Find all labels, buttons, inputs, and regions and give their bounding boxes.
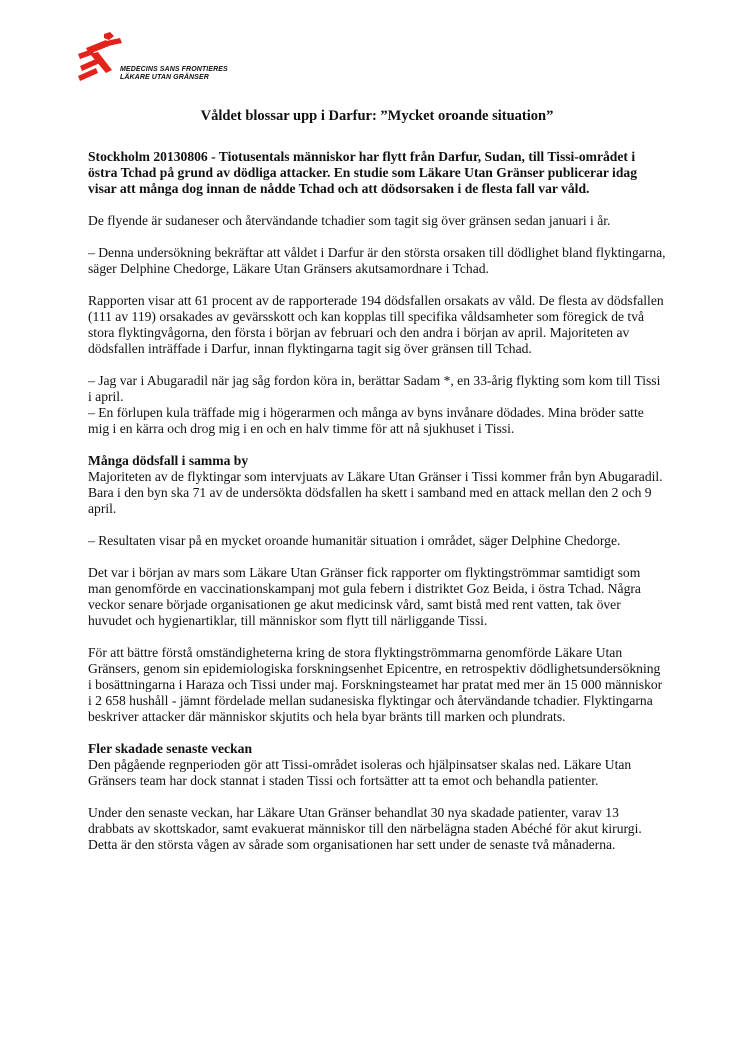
running-man-logo-icon	[76, 32, 124, 82]
paragraph: Rapporten visar att 61 procent av de rapporterade 194 dödsfallen orsakats av våld. De flesta av dödsfallen (111 av 119) orsakades av gevärsskott och kan kopplas till specifika våldsamheter som föregick de två stora flyktingvågorna, den första i början av februari och den andra i början av april. Majoriteten av dödsfallen inträffade i Darfur, innan flyktingarna tagit sig över gränsen till Tchad.	[88, 293, 664, 356]
msf-logo	[76, 32, 256, 88]
logo-line-2: LÄKARE UTAN GRÄNSER	[120, 74, 209, 81]
paragraph: – Denna undersökning bekräftar att våldet i Darfur är den största orsaken till dödlighet bland flyktingarna, säger Delphine Chedorge, Läkare Utan Gränsers akutsamordnare i Tchad.	[88, 245, 666, 276]
paragraph: – Resultaten visar på en mycket oroande humanitär situation i området, säger Delphine Chedorge.	[88, 533, 621, 548]
page-title: Våldet blossar upp i Darfur: ”Mycket oroande situation”	[200, 108, 554, 124]
quote-line: – Jag var i Abugaradil när jag såg fordon köra in, berättar Sadam *, en 33-årig flykting som kom till Tissi i april.	[88, 373, 661, 404]
paragraph: Majoriteten av de flyktingar som intervjuats av Läkare Utan Gränser i Tissi kommer från byn Abugaradil. Bara i den byn ska 71 av de undersökta dödsfallen ha skett i samband med en attack mellan den 2 och 9 april.	[88, 469, 663, 516]
section-block	[88, 453, 666, 517]
paragraph: De flyende är sudaneser och återvändande tchadier som tagit sig över gränsen sedan januari i år.	[88, 213, 611, 228]
quote-line: – En förlupen kula träffade mig i högerarmen och många av byns invånare dödades. Mina bröder satte mig i en kärra och drog mig i en och en halv timme för att nå sjukhuset i Tissi.	[88, 405, 644, 436]
paragraph: För att bättre förstå omständigheterna kring de stora flyktingströmmarna genomförde Läkare Utan Gränsers, genom sin epidemiologiska forskningsenhet Epicentre, en retrospektiv dödlighetsundersökning i bosättningarna i Haraza och Tissi under maj. Forskningsteamet har pratat med mer än 15 000 människor i 2 658 hushåll - jämnt fördelade mellan sudanesiska flyktingar och återvändande tchadier. Flyktingarna beskriver attacker där människor skjutits och hela byar bränts till marken och plundrats.	[88, 645, 663, 724]
logo-line-1: MEDECINS SANS FRONTIERES	[120, 66, 228, 73]
press-release	[88, 108, 666, 869]
quote-block	[88, 373, 666, 437]
paragraph: Under den senaste veckan, har Läkare Utan Gränser behandlat 30 nya skadade patienter, varav 13 drabbats av skottskador, samt evakuerat människor till den närbelägna staden Abéché för akut kirurgi. Detta är den största vågen av sårade som organisationen har sett under de senaste två månaderna.	[88, 805, 642, 852]
section-block	[88, 741, 666, 789]
subheading: Fler skadade senaste veckan	[88, 741, 253, 756]
paragraph: Det var i början av mars som Läkare Utan Gränser fick rapporter om flyktingströmmar samtidigt som man genomförde en vaccinationskampanj mot gula febern i distriktet Goz Beida, i östra Tchad. Några veckor senare började organisationen ge akut medicinsk vård, samt bistå med rent vatten, tak över huvudet och hygienartiklar, till människor som flytt till närliggande Tissi.	[88, 565, 641, 628]
subheading: Många dödsfall i samma by	[88, 453, 249, 468]
paragraph: Den pågående regnperioden gör att Tissi-området isoleras och hjälpinsatser skalas ned. Läkare Utan Gränsers team har dock stannat i staden Tissi och fortsätter att ta emot och behandla patienter.	[88, 757, 632, 788]
lead-paragraph: Stockholm 20130806 - Tiotusentals människor har flytt från Darfur, Sudan, till Tissi-området i östra Tchad på grund av dödliga attacker. En studie som Läkare Utan Gränser publicerar idag visar att många dog innan de nådde Tchad och att dödsorsaken i de flesta fall var våld.	[88, 149, 637, 196]
